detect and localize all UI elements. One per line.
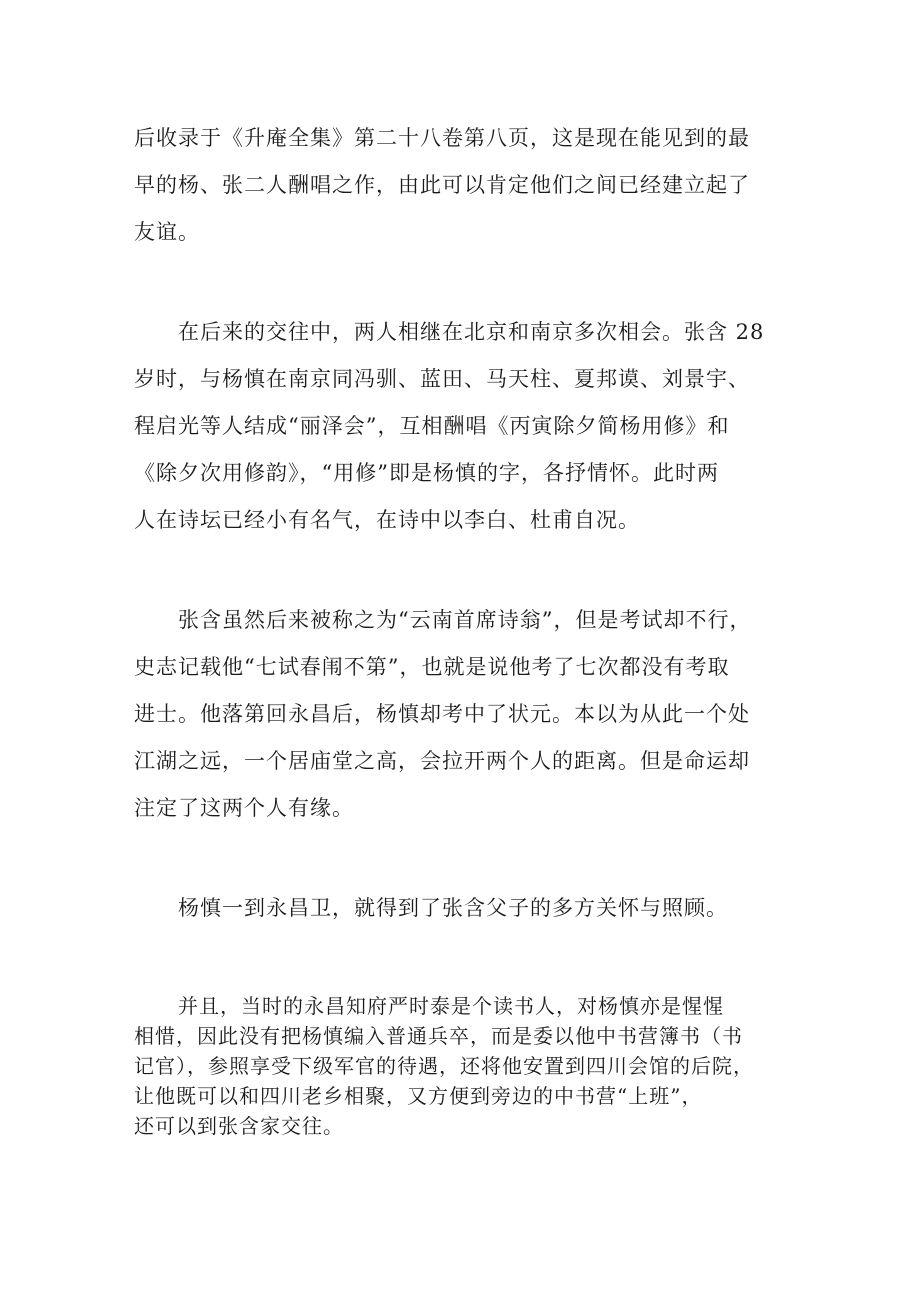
text-line: 《除夕次用修韵》，“用修”即是杨慎的字，各抒情怀。此时两 (134, 461, 719, 485)
text-line: 注定了这两个人有缘。 (134, 796, 354, 820)
text-line: 并且，当时的永昌知府严时泰是个读书人，对杨慎亦是惺惺 (178, 994, 724, 1018)
text-line: 早的杨、张二人酬唱之作，由此可以肯定他们之间已经建立起了 (134, 173, 750, 197)
text-line: 程启光等人结成“丽泽会”，互相酬唱《丙寅除夕简杨用修》和 (134, 414, 730, 438)
text-line: 史志记载他“七试春闱不第”，也就是说他考了七次都没有考取 (134, 655, 730, 679)
text-line: 人在诗坛已经小有名气，在诗中以李白、杜甫自况。 (134, 508, 640, 532)
text-line: 江湖之远，一个居庙堂之高，会拉开两个人的距离。但是命运却 (134, 749, 750, 773)
text-line: 后收录于《升庵全集》第二十八卷第八页，这是现在能见到的最 (134, 126, 750, 150)
paragraph-5 (134, 991, 789, 1141)
text-line: 相惜，因此没有把杨慎编入普通兵卒，而是委以他中书营簿书（书 (134, 1024, 743, 1048)
paragraph-1 (134, 115, 789, 256)
text-line: 记官），参照享受下级军官的待遇，还将他安置到四川会馆的后院， (134, 1054, 754, 1078)
text-line: 还可以到张含家交往。 (134, 1114, 344, 1138)
paragraph-2 (134, 309, 789, 544)
text-line: 岁时，与杨慎在南京同冯驯、蓝田、马天柱、夏邦谟、刘景宇、 (134, 367, 750, 391)
paragraph-4 (134, 885, 789, 932)
text-line: 杨慎一到永昌卫，就得到了张含父子的多方关怀与照顾。 (178, 896, 728, 920)
text-line: 让他既可以和四川老乡相聚，又方便到旁边的中书营“上班”， (134, 1084, 703, 1108)
text-line: 张含虽然后来被称之为“云南首席诗翁”，但是考试却不行， (178, 608, 752, 632)
text-line: 进士。他落第回永昌后，杨慎却考中了状元。本以为从此一个处 (134, 702, 750, 726)
text-line: 友谊。 (134, 220, 200, 244)
paragraph-3 (134, 597, 789, 832)
text-line: 在后来的交往中，两人相继在北京和南京多次相会。张含 28 (178, 320, 765, 344)
